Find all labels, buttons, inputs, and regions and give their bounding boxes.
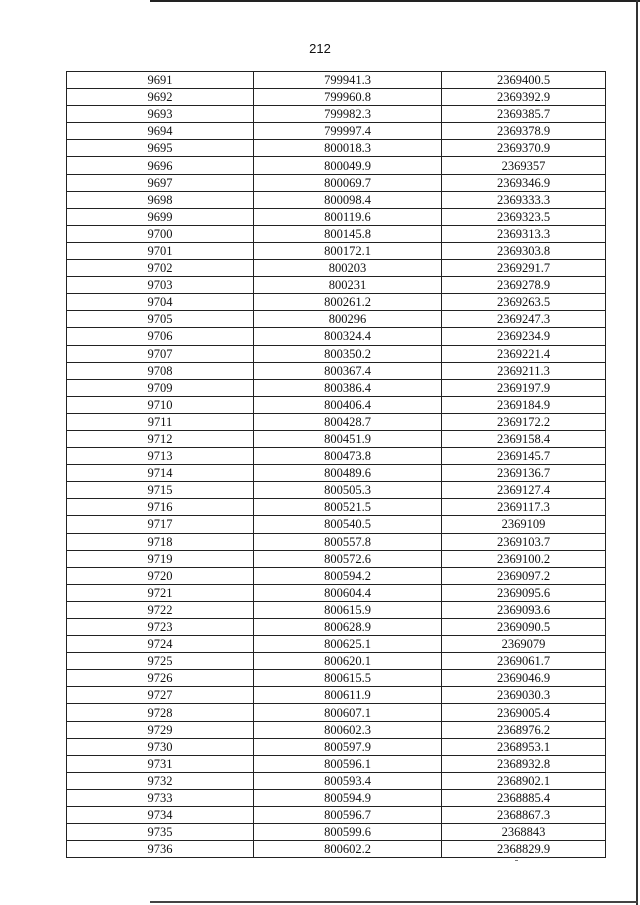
y-coordinate-cell: 2369184.9 [442, 396, 606, 413]
table-row [67, 584, 606, 601]
x-coordinate-cell: 799997.4 [254, 123, 442, 140]
table-row [67, 430, 606, 447]
table-row [67, 448, 606, 465]
y-coordinate-cell: 2369095.6 [442, 584, 606, 601]
y-coordinate-cell: 2369323.5 [442, 208, 606, 225]
page-number: 212 [309, 41, 331, 56]
point-number-cell: 9705 [67, 311, 254, 328]
x-coordinate-cell: 800505.3 [254, 482, 442, 499]
point-number-cell: 9726 [67, 670, 254, 687]
x-coordinate-cell: 800615.5 [254, 670, 442, 687]
x-coordinate-cell: 800489.6 [254, 465, 442, 482]
point-number-cell: 9727 [67, 687, 254, 704]
x-coordinate-cell: 800231 [254, 277, 442, 294]
y-coordinate-cell: 2369263.5 [442, 294, 606, 311]
table-row [67, 362, 606, 379]
y-coordinate-cell: 2369158.4 [442, 430, 606, 447]
point-number-cell: 9696 [67, 157, 254, 174]
y-coordinate-cell: 2369093.6 [442, 601, 606, 618]
table-row [67, 738, 606, 755]
y-coordinate-cell: 2369090.5 [442, 619, 606, 636]
point-number-cell: 9695 [67, 140, 254, 157]
y-coordinate-cell: 2369378.9 [442, 123, 606, 140]
point-number-cell: 9733 [67, 789, 254, 806]
point-number-cell: 9729 [67, 721, 254, 738]
table-row [67, 140, 606, 157]
x-coordinate-cell: 800473.8 [254, 448, 442, 465]
x-coordinate-cell: 800451.9 [254, 430, 442, 447]
table-row [67, 123, 606, 140]
y-coordinate-cell: 2368843 [442, 824, 606, 841]
y-coordinate-cell: 2369346.9 [442, 174, 606, 191]
point-number-cell: 9728 [67, 704, 254, 721]
point-number-cell: 9702 [67, 260, 254, 277]
scan-edge-top [150, 0, 640, 2]
table-row [67, 465, 606, 482]
y-coordinate-cell: 2369097.2 [442, 567, 606, 584]
table-row [67, 516, 606, 533]
x-coordinate-cell: 800625.1 [254, 636, 442, 653]
x-coordinate-cell: 800350.2 [254, 345, 442, 362]
point-number-cell: 9731 [67, 755, 254, 772]
y-coordinate-cell: 2369313.3 [442, 225, 606, 242]
table-row [67, 567, 606, 584]
point-number-cell: 9700 [67, 225, 254, 242]
x-coordinate-cell: 800602.2 [254, 841, 442, 858]
point-number-cell: 9722 [67, 601, 254, 618]
point-number-cell: 9711 [67, 413, 254, 430]
point-number-cell: 9723 [67, 619, 254, 636]
x-coordinate-cell: 799960.8 [254, 89, 442, 106]
scan-speck [515, 860, 518, 861]
point-number-cell: 9736 [67, 841, 254, 858]
y-coordinate-cell: 2369247.3 [442, 311, 606, 328]
x-coordinate-cell: 800620.1 [254, 653, 442, 670]
table-row [67, 89, 606, 106]
table-row [67, 106, 606, 123]
point-number-cell: 9720 [67, 567, 254, 584]
x-coordinate-cell: 800386.4 [254, 379, 442, 396]
y-coordinate-cell: 2369357 [442, 157, 606, 174]
x-coordinate-cell: 800119.6 [254, 208, 442, 225]
y-coordinate-cell: 2368885.4 [442, 789, 606, 806]
x-coordinate-cell: 800203 [254, 260, 442, 277]
y-coordinate-cell: 2369030.3 [442, 687, 606, 704]
table-row [67, 704, 606, 721]
x-coordinate-cell: 800599.6 [254, 824, 442, 841]
point-number-cell: 9721 [67, 584, 254, 601]
x-coordinate-cell: 800572.6 [254, 550, 442, 567]
point-number-cell: 9703 [67, 277, 254, 294]
table-row [67, 345, 606, 362]
y-coordinate-cell: 2368867.3 [442, 807, 606, 824]
point-number-cell: 9718 [67, 533, 254, 550]
table-row [67, 225, 606, 242]
y-coordinate-cell: 2369400.5 [442, 72, 606, 89]
point-number-cell: 9715 [67, 482, 254, 499]
table-row [67, 277, 606, 294]
table-row [67, 721, 606, 738]
y-coordinate-cell: 2369136.7 [442, 465, 606, 482]
y-coordinate-cell: 2369127.4 [442, 482, 606, 499]
table-row [67, 550, 606, 567]
table-row [67, 191, 606, 208]
x-coordinate-cell: 800596.7 [254, 807, 442, 824]
coordinates-table [66, 71, 606, 858]
x-coordinate-cell: 800628.9 [254, 619, 442, 636]
y-coordinate-cell: 2369370.9 [442, 140, 606, 157]
point-number-cell: 9732 [67, 772, 254, 789]
point-number-cell: 9730 [67, 738, 254, 755]
point-number-cell: 9716 [67, 499, 254, 516]
y-coordinate-cell: 2369046.9 [442, 670, 606, 687]
point-number-cell: 9704 [67, 294, 254, 311]
table-row [67, 533, 606, 550]
table-row [67, 208, 606, 225]
table-row [67, 260, 606, 277]
x-coordinate-cell: 800098.4 [254, 191, 442, 208]
x-coordinate-cell: 800049.9 [254, 157, 442, 174]
table-row [67, 824, 606, 841]
table-row [67, 789, 606, 806]
x-coordinate-cell: 800557.8 [254, 533, 442, 550]
table-row [67, 328, 606, 345]
y-coordinate-cell: 2368953.1 [442, 738, 606, 755]
table-row [67, 841, 606, 858]
table-row [67, 396, 606, 413]
x-coordinate-cell: 799982.3 [254, 106, 442, 123]
table-row [67, 636, 606, 653]
point-number-cell: 9708 [67, 362, 254, 379]
table-row [67, 157, 606, 174]
x-coordinate-cell: 800597.9 [254, 738, 442, 755]
table-row [67, 755, 606, 772]
y-coordinate-cell: 2369172.2 [442, 413, 606, 430]
x-coordinate-cell: 800604.4 [254, 584, 442, 601]
x-coordinate-cell: 800593.4 [254, 772, 442, 789]
table-row [67, 72, 606, 89]
x-coordinate-cell: 800596.1 [254, 755, 442, 772]
table-row [67, 687, 606, 704]
scan-edge-right [636, 0, 638, 905]
x-coordinate-cell: 800172.1 [254, 242, 442, 259]
x-coordinate-cell: 800406.4 [254, 396, 442, 413]
point-number-cell: 9698 [67, 191, 254, 208]
point-number-cell: 9692 [67, 89, 254, 106]
y-coordinate-cell: 2368902.1 [442, 772, 606, 789]
point-number-cell: 9706 [67, 328, 254, 345]
table-row [67, 807, 606, 824]
y-coordinate-cell: 2369392.9 [442, 89, 606, 106]
y-coordinate-cell: 2369211.3 [442, 362, 606, 379]
x-coordinate-cell: 800594.9 [254, 789, 442, 806]
x-coordinate-cell: 800428.7 [254, 413, 442, 430]
coordinates-table-body [67, 72, 606, 858]
y-coordinate-cell: 2369100.2 [442, 550, 606, 567]
x-coordinate-cell: 800607.1 [254, 704, 442, 721]
y-coordinate-cell: 2369005.4 [442, 704, 606, 721]
y-coordinate-cell: 2369197.9 [442, 379, 606, 396]
point-number-cell: 9710 [67, 396, 254, 413]
table-row [67, 379, 606, 396]
y-coordinate-cell: 2368932.8 [442, 755, 606, 772]
y-coordinate-cell: 2369303.8 [442, 242, 606, 259]
point-number-cell: 9694 [67, 123, 254, 140]
x-coordinate-cell: 800145.8 [254, 225, 442, 242]
x-coordinate-cell: 799941.3 [254, 72, 442, 89]
point-number-cell: 9713 [67, 448, 254, 465]
point-number-cell: 9725 [67, 653, 254, 670]
point-number-cell: 9701 [67, 242, 254, 259]
x-coordinate-cell: 800261.2 [254, 294, 442, 311]
x-coordinate-cell: 800594.2 [254, 567, 442, 584]
point-number-cell: 9709 [67, 379, 254, 396]
y-coordinate-cell: 2369145.7 [442, 448, 606, 465]
point-number-cell: 9717 [67, 516, 254, 533]
x-coordinate-cell: 800615.9 [254, 601, 442, 618]
table-row [67, 619, 606, 636]
point-number-cell: 9691 [67, 72, 254, 89]
point-number-cell: 9693 [67, 106, 254, 123]
point-number-cell: 9734 [67, 807, 254, 824]
y-coordinate-cell: 2369234.9 [442, 328, 606, 345]
y-coordinate-cell: 2369221.4 [442, 345, 606, 362]
x-coordinate-cell: 800296 [254, 311, 442, 328]
x-coordinate-cell: 800367.4 [254, 362, 442, 379]
x-coordinate-cell: 800324.4 [254, 328, 442, 345]
y-coordinate-cell: 2369103.7 [442, 533, 606, 550]
y-coordinate-cell: 2369061.7 [442, 653, 606, 670]
table-row [67, 174, 606, 191]
table-row [67, 294, 606, 311]
table-row [67, 601, 606, 618]
scan-edge-bottom [150, 901, 638, 903]
table-row [67, 670, 606, 687]
table-row [67, 242, 606, 259]
point-number-cell: 9712 [67, 430, 254, 447]
x-coordinate-cell: 800611.9 [254, 687, 442, 704]
point-number-cell: 9724 [67, 636, 254, 653]
y-coordinate-cell: 2369385.7 [442, 106, 606, 123]
y-coordinate-cell: 2369079 [442, 636, 606, 653]
y-coordinate-cell: 2369117.3 [442, 499, 606, 516]
point-number-cell: 9699 [67, 208, 254, 225]
y-coordinate-cell: 2368976.2 [442, 721, 606, 738]
y-coordinate-cell: 2369291.7 [442, 260, 606, 277]
x-coordinate-cell: 800540.5 [254, 516, 442, 533]
x-coordinate-cell: 800069.7 [254, 174, 442, 191]
point-number-cell: 9707 [67, 345, 254, 362]
point-number-cell: 9719 [67, 550, 254, 567]
table-row [67, 772, 606, 789]
table-row [67, 413, 606, 430]
table-row [67, 653, 606, 670]
y-coordinate-cell: 2369333.3 [442, 191, 606, 208]
point-number-cell: 9735 [67, 824, 254, 841]
table-row [67, 499, 606, 516]
x-coordinate-cell: 800602.3 [254, 721, 442, 738]
x-coordinate-cell: 800018.3 [254, 140, 442, 157]
x-coordinate-cell: 800521.5 [254, 499, 442, 516]
table-row [67, 482, 606, 499]
y-coordinate-cell: 2369278.9 [442, 277, 606, 294]
y-coordinate-cell: 2368829.9 [442, 841, 606, 858]
y-coordinate-cell: 2369109 [442, 516, 606, 533]
point-number-cell: 9697 [67, 174, 254, 191]
point-number-cell: 9714 [67, 465, 254, 482]
table-row [67, 311, 606, 328]
